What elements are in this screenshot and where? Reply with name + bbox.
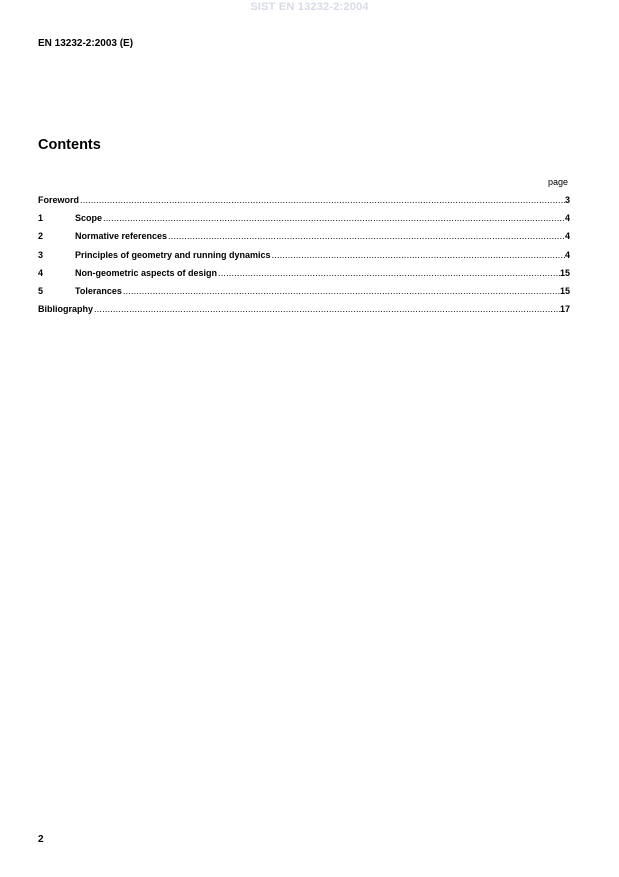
watermark: SIST EN 13232-2:2004 xyxy=(250,1,369,13)
contents-heading: Contents xyxy=(38,137,101,153)
toc-entry-foreword[interactable] xyxy=(38,195,570,213)
toc-entry-title: Normative references xyxy=(75,231,168,242)
toc-entry-page: 15 xyxy=(559,267,570,278)
toc-leader-dots xyxy=(93,304,560,314)
toc-entry-title: Scope xyxy=(75,213,103,224)
toc-entry-page: 4 xyxy=(564,213,570,224)
toc-entry-bibliography[interactable] xyxy=(38,304,570,322)
toc-entry-number: 3 xyxy=(38,249,44,260)
toc-entry-page: 15 xyxy=(559,285,570,296)
page-column-label: page xyxy=(547,177,568,187)
toc-entry-tolerances[interactable] xyxy=(38,286,570,304)
toc-leader-dots xyxy=(217,268,560,278)
toc-entry-page: 4 xyxy=(564,249,570,260)
toc-entry-title: Tolerances xyxy=(75,285,122,296)
toc-entry-number: 1 xyxy=(38,213,44,224)
toc-entry-page: 3 xyxy=(564,195,570,205)
toc-entry-title: Non-geometric aspects of design xyxy=(75,267,218,278)
toc-entry-number: 4 xyxy=(38,267,44,278)
toc-entry-non-geometric[interactable] xyxy=(38,268,570,286)
document-header: EN 13232-2:2003 (E) xyxy=(38,38,134,49)
toc-entry-number: 2 xyxy=(38,231,44,242)
toc-leader-dots xyxy=(167,231,565,241)
toc-entry-scope[interactable] xyxy=(38,213,570,231)
toc-entry-title: Foreword xyxy=(38,195,80,205)
toc-entry-page: 17 xyxy=(559,304,570,315)
toc-leader-dots xyxy=(79,195,565,205)
toc-leader-dots xyxy=(122,286,560,296)
toc-entry-principles[interactable] xyxy=(38,250,570,268)
toc-entry-page: 4 xyxy=(564,231,570,242)
toc-entry-title: Principles of geometry and running dynamics xyxy=(75,249,271,260)
toc-leader-dots xyxy=(102,213,565,223)
toc-entry-title: Bibliography xyxy=(38,304,94,315)
toc-entry-normative-references[interactable] xyxy=(38,231,570,249)
toc-leader-dots xyxy=(271,250,565,260)
table-of-contents xyxy=(38,195,570,322)
toc-entry-number: 5 xyxy=(38,285,44,296)
page-number: 2 xyxy=(38,834,44,845)
